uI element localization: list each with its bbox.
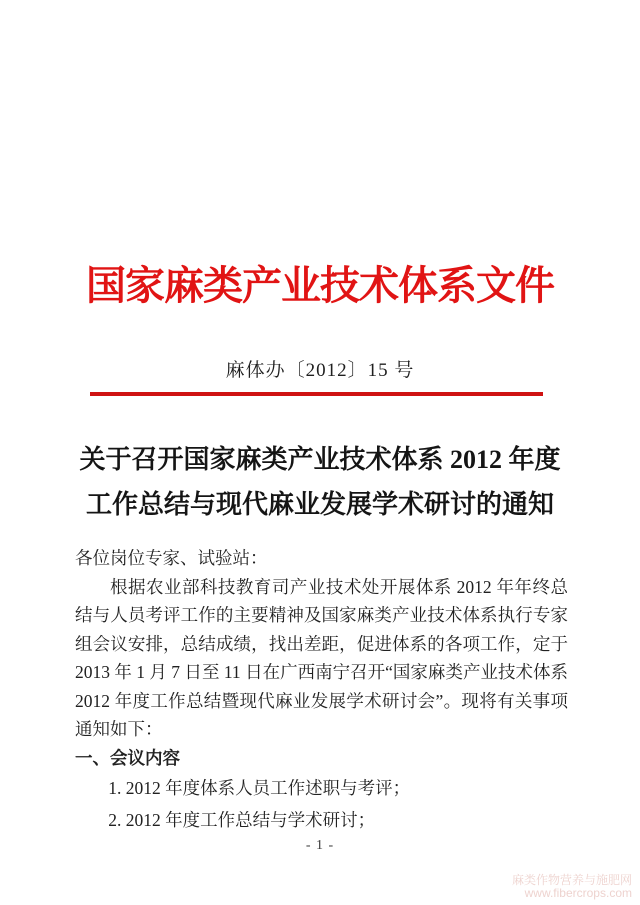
letterhead-title: 国家麻类产业技术体系文件	[86, 263, 554, 308]
site-watermark	[512, 874, 632, 900]
document-number: 麻体办〔2012〕15 号	[225, 360, 415, 381]
watermark-site-name: 麻类作物营养与施肥网	[511, 873, 632, 887]
document-title-line-1: 关于召开国家麻类产业技术体系 2012 年度	[79, 445, 561, 474]
section-heading: 一、会议内容	[75, 747, 180, 768]
page-number: - 1 -	[305, 838, 335, 853]
red-separator-rule	[90, 392, 543, 396]
document-body	[75, 544, 568, 836]
document-title	[0, 437, 640, 527]
list-item: 1. 2012 年度体系人员工作述职与考评；	[108, 778, 411, 798]
watermark-site-url: www.fibercrops.com	[524, 886, 632, 900]
salutation: 各位岗位专家、试验站：	[75, 548, 268, 568]
body-paragraph: 根据农业部科技教育司产业技术处开展体系 2012 年年终总结与人员考评工作的主要精神及国家麻类产业技术体系执行专家组会议安排，总结成绩，找出差距，促进体系的各项工作，定于 2013 年 1 月 7 日至 11 日在广西南宁召开“国家麻类产业技术体系 2012 年度工作总结暨现代麻业发展学术研讨会”。现将有关事项通知如下：	[75, 576, 568, 739]
list-item: 2. 2012 年度工作总结与学术研讨；	[108, 810, 376, 830]
document-title-line-2: 工作总结与现代麻业发展学术研讨的通知	[85, 490, 554, 519]
